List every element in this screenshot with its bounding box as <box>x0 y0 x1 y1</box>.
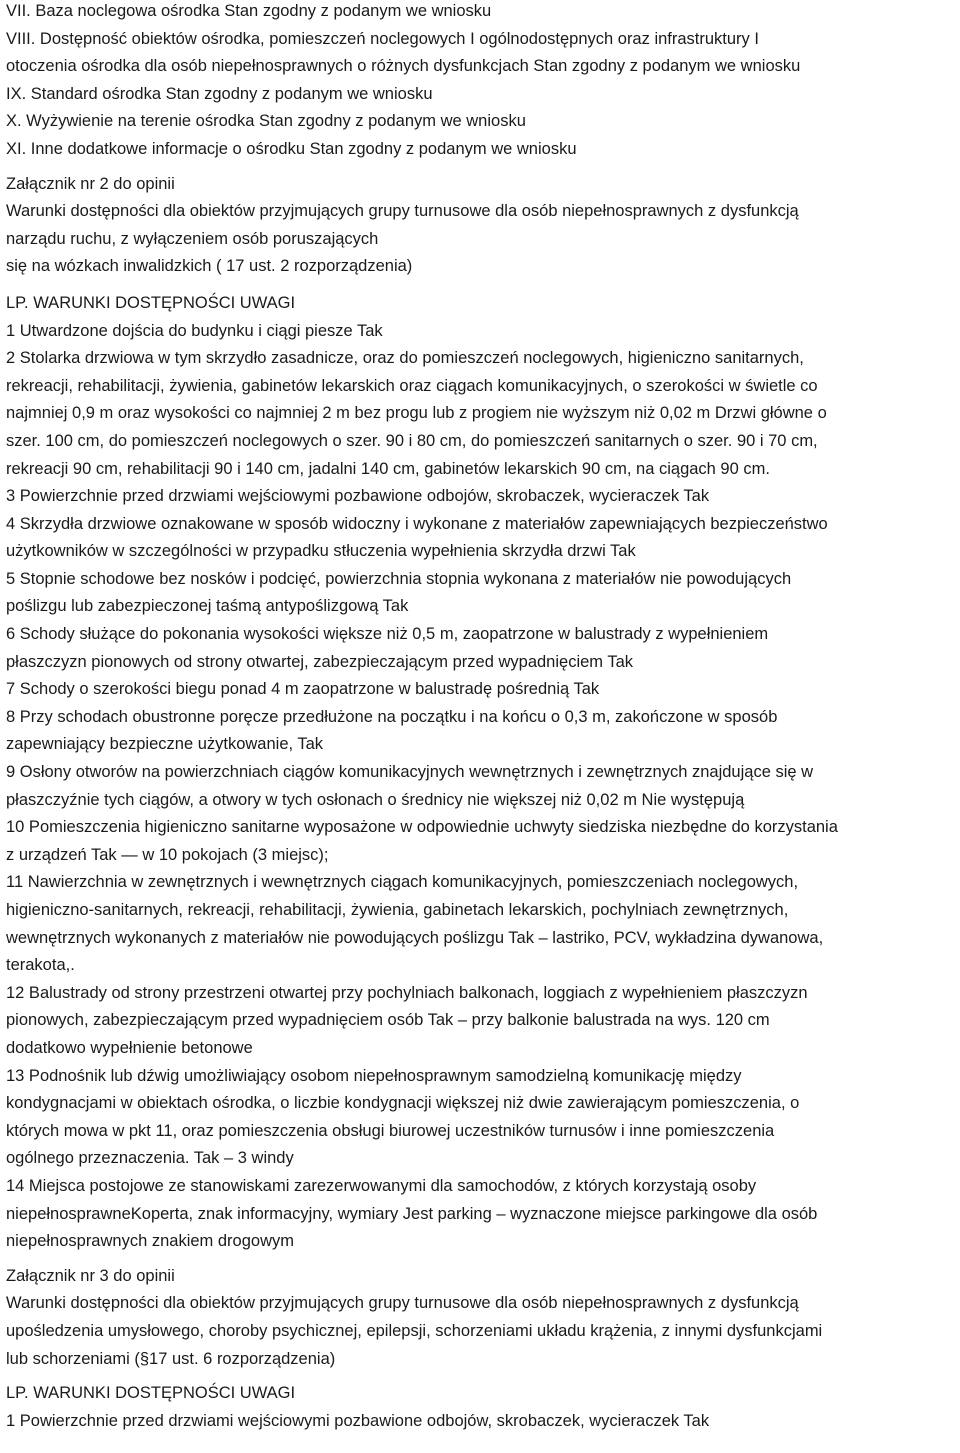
section-gap <box>6 1256 952 1263</box>
opinion-summary-section <box>6 0 952 164</box>
attachment-title: Załącznik nr 2 do opinii <box>6 174 175 193</box>
text-line: narządu ruchu, z wyłączeniem osób poruszających <box>6 229 379 248</box>
text-line: IX. Standard ośrodka Stan zgodny z podanym we wniosku <box>6 84 433 103</box>
text-line: pionowych, zabezpieczającym przed wypadnięciem osób Tak – przy balkonie balustrada na wys. 120 cm <box>6 1011 770 1030</box>
text-line: 5 Stopnie schodowe bez nosków i podcięć, powierzchnia stopnia wykonana z materiałów nie powodujących <box>6 569 792 588</box>
text-line: XI. Inne dodatkowe informacje o ośrodku Stan zgodny z podanym we wniosku <box>6 139 577 158</box>
text-line: ogólnego przeznaczenia. Tak – 3 windy <box>6 1149 294 1168</box>
attachment-3-header <box>6 1263 952 1373</box>
text-line: szer. 100 cm, do pomieszczeń noclegowych o szer. 90 i 80 cm, do pomieszczeń sanitarnych o szer. 90 i 70 cm, <box>6 431 818 450</box>
text-line: 10 Pomieszczenia higieniczno sanitarne wyposażone w odpowiednie uchwyty siedziska niezbędne do korzystania <box>6 818 838 837</box>
text-line: niepełnosprawnych znakiem drogowym <box>6 1232 294 1251</box>
text-line: Warunki dostępności dla obiektów przyjmujących grupy turnusowe dla osób niepełnosprawnych z dysfunkcją <box>6 202 799 221</box>
text-line: 13 Podnośnik lub dźwig umożliwiający osobom niepełnosprawnym samodzielną komunikację między <box>6 1066 742 1085</box>
text-line: upośledzenia umysłowego, choroby psychicznej, epilepsji, schorzeniami układu krążenia, z innymi dysfunkcjami <box>6 1321 823 1340</box>
text-line: poślizgu lub zabezpieczonej taśmą antypoślizgową Tak <box>6 597 409 616</box>
text-line: 12 Balustrady od strony przestrzeni otwartej przy pochylniach balkonach, loggiach z wypełnieniem płaszczyzn <box>6 983 808 1002</box>
text-line: terakota,. <box>6 956 75 975</box>
text-line: użytkowników w szczególności w przypadku stłuczenia wypełnienia skrzydła drzwi Tak <box>6 542 636 561</box>
text-line: 1 Utwardzone dojścia do budynku i ciągi piesze Tak <box>6 321 383 340</box>
text-line: zapewniający bezpieczne użytkowanie, Tak <box>6 735 324 754</box>
text-line: 6 Schody służące do pokonania wysokości większe niż 0,5 m, zaopatrzone w balustrady z wypełnieniem <box>6 625 769 644</box>
attachment-2-header <box>6 171 952 281</box>
text-line: higieniczno-sanitarnych, rekreacji, rehabilitacji, żywienia, gabinetach lekarskich, pochylniach zewnętrznych, <box>6 901 789 919</box>
section-gap <box>6 1373 952 1380</box>
text-line: wewnętrznych wykonanych z materiałów nie powodujących poślizgu Tak – lastriko, PCV, wykładzina dywanowa, <box>6 928 824 947</box>
text-line: 3 Powierzchnie przed drzwiami wejściowymi pozbawione odbojów, skrobaczek, wycieraczek Tak <box>6 487 710 506</box>
section-gap <box>6 281 952 290</box>
text-line: 4 Skrzydła drzwiowe oznakowane w sposób widoczny i wykonane z materiałów zapewniających bezpieczeństwo <box>6 514 828 533</box>
text-line: płaszczyźnie tych ciągów, a otwory w tych osłonach o średnicy nie większej niż 0,02 m Nie występują <box>6 790 745 809</box>
text-line: płaszczyzn pionowych od strony otwartej, zabezpieczającym przed wypadnięciem Tak <box>6 652 633 671</box>
text-line: 7 Schody o szerokości biegu ponad 4 m zaopatrzone w balustradę pośrednią Tak <box>6 680 600 699</box>
text-line: dodatkowo wypełnienie betonowe <box>6 1038 253 1057</box>
text-line: 1 Powierzchnie przed drzwiami wejściowymi pozbawione odbojów, skrobaczek, wycieraczek Tak <box>6 1411 710 1430</box>
text-line: z urządzeń Tak — w 10 pokojach (3 miejsc); <box>6 845 329 864</box>
text-line: rekreacji, rehabilitacji, żywienia, gabinetów lekarskich oraz ciągach komunikacyjnych, o szerokości w świetle co <box>6 376 818 395</box>
text-line: rekreacji 90 cm, rehabilitacji 90 i 140 cm, jadalni 140 cm, gabinetów lekarskich 90 cm, na ciągach 90 cm. <box>6 459 770 478</box>
text-line: się na wózkach inwalidzkich ( 17 ust. 2 rozporządzenia) <box>6 257 413 276</box>
text-line: kondygnacjami w obiektach ośrodka, o liczbie kondygnacji większej niż dwie zawierającym pomieszczenia, o <box>6 1094 800 1113</box>
text-line: X. Wyżywienie na terenie ośrodka Stan zgodny z podanym we wniosku <box>6 112 526 131</box>
text-line: lub schorzeniami (§17 ust. 6 rozporządzenia) <box>6 1349 336 1368</box>
text-line: 9 Osłony otworów na powierzchniach ciągów komunikacyjnych wewnętrznych i zewnętrznych znajdujące się w <box>6 763 814 782</box>
table-header-line: LP. WARUNKI DOSTĘPNOŚCI UWAGI <box>6 293 296 312</box>
text-line: 8 Przy schodach obustronne poręcze przedłużone na początku i na końcu o 0,3 m, zakończone w sposób <box>6 707 778 726</box>
text-line: których mowa w pkt 11, oraz pomieszczenia obsługi biurowej uczestników turnusów i inne pomieszczenia <box>6 1121 775 1140</box>
text-line: 2 Stolarka drzwiowa w tym skrzydło zasadnicze, oraz do pomieszczeń noclegowych, higieniczno sanitarnych, <box>6 349 804 368</box>
text-line: najmniej 0,9 m oraz wysokości co najmniej 2 m bez progu lub z progiem nie wyższym niż 0,02 m Drzwi główne o <box>6 404 827 423</box>
text-line: 11 Nawierzchnia w zewnętrznych i wewnętrznych ciągach komunikacyjnych, pomieszczeniach noclegowych, <box>6 873 799 892</box>
section-gap <box>6 164 952 171</box>
attachment-title: Załącznik nr 3 do opinii <box>6 1266 175 1285</box>
text-line: otoczenia ośrodka dla osób niepełnosprawnych o różnych dysfunkcjach Stan zgodny z podanym we wniosku <box>6 57 801 76</box>
table-header-line: LP. WARUNKI DOSTĘPNOŚCI UWAGI <box>6 1384 296 1403</box>
text-line: VIII. Dostępność obiektów ośrodka, pomieszczeń noclegowych I ogólnodostępnych oraz infrastruktury I <box>6 29 759 48</box>
attachment-3-conditions <box>6 1380 952 1435</box>
text-line: 14 Miejsca postojowe ze stanowiskami zarezerwowanymi dla samochodów, z których korzystają osoby <box>6 1176 757 1195</box>
text-line: niepełnosprawneKoperta, znak informacyjny, wymiary Jest parking – wyznaczone miejsce parkingowe dla osób <box>6 1204 818 1223</box>
text-line: Warunki dostępności dla obiektów przyjmujących grupy turnusowe dla osób niepełnosprawnych z dysfunkcją <box>6 1294 799 1313</box>
text-line: VII. Baza noclegowa ośrodka Stan zgodny z podanym we wniosku <box>6 2 492 20</box>
attachment-2-conditions <box>6 290 952 1256</box>
